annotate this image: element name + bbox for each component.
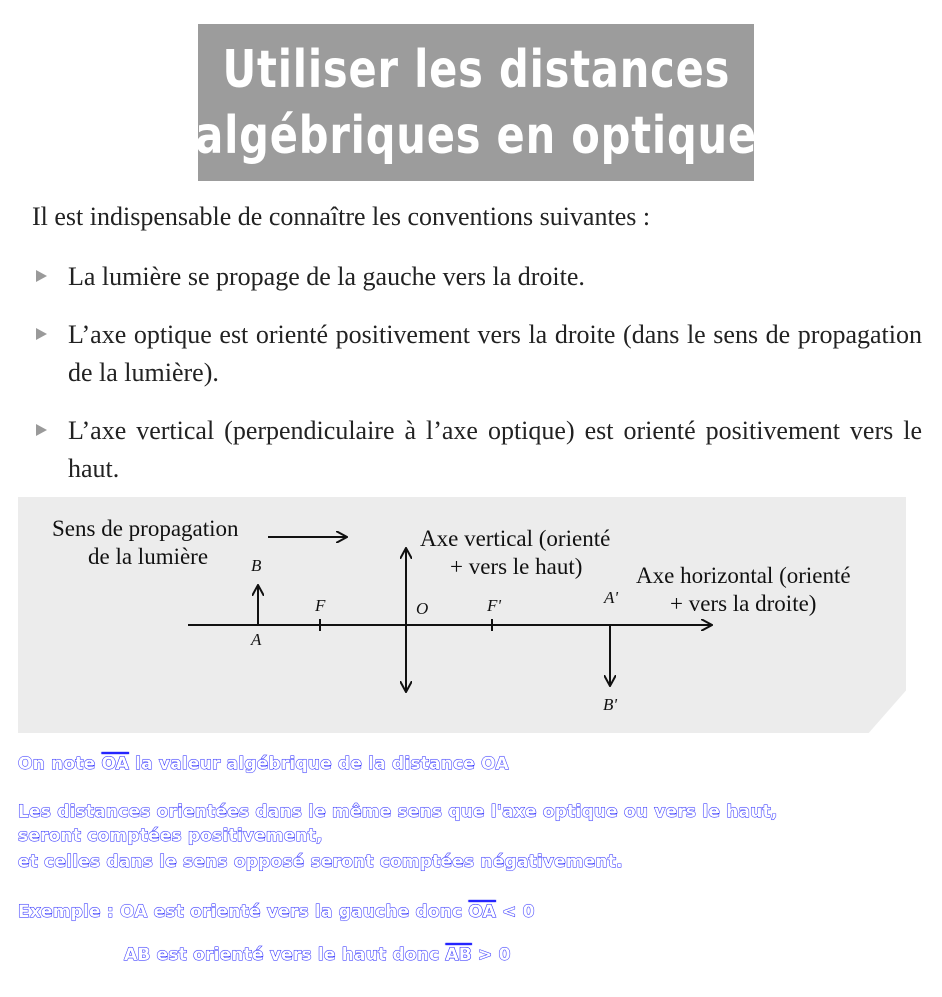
point-label-o: O <box>416 599 429 618</box>
horizontal-axis-label-line-1: Axe horizontal (orienté <box>636 563 851 588</box>
point-label-f-prime: F' <box>487 596 502 615</box>
convention-text: L’axe optique est orienté positivement vers la droite (dans le sens de propagation de la lumière). <box>68 320 922 387</box>
note-negative-line: et celles dans le sens opposé seront comptées négativement. <box>18 852 623 872</box>
point-label-a: A <box>251 630 262 649</box>
vertical-axis-label-line-2: + vers le haut) <box>450 554 583 579</box>
vertical-axis-label-line-1: Axe vertical (orienté <box>420 526 611 551</box>
propagation-label-line-2: de la lumière <box>88 544 209 569</box>
intro-text: Il est indispensable de connaître les conventions suivantes : <box>32 202 651 231</box>
point-label-b: B <box>251 556 262 575</box>
horizontal-axis-label-line-2: + vers la droite) <box>670 591 817 616</box>
point-label-a-prime: A' <box>604 588 619 607</box>
example-oa <box>18 902 535 922</box>
note-positive-line: Les distances orientées dans le même sens que l'axe optique ou vers le haut, <box>18 802 778 822</box>
propagation-label-line-1: Sens de propagation <box>52 516 239 541</box>
convention-text: La lumière se propage de la gauche vers la droite. <box>68 262 585 291</box>
overline-segment: $\overline{OA}$ <box>468 902 496 922</box>
note-text: Exemple : OA est orienté vers la gauche donc <box>18 902 469 922</box>
note-positive-line-2: seront comptées positivement, <box>18 826 323 846</box>
overline-segment: $\overline{OA}$ <box>101 754 129 774</box>
note-text: On note <box>18 754 102 774</box>
point-label-b-prime: B' <box>603 695 618 714</box>
title-line-2: algébriques en optique <box>195 105 757 166</box>
note-text: AB est orienté vers le haut donc <box>124 945 446 965</box>
note-text: la valeur algébrique de la distance OA <box>129 754 509 774</box>
point-label-f: F <box>315 596 326 615</box>
note-algebraic-value <box>18 754 509 774</box>
note-text: < 0 <box>495 902 535 922</box>
note-text: > 0 <box>471 945 511 965</box>
example-ab <box>124 945 511 965</box>
convention-text: L’axe vertical (perpendiculaire à l’axe optique) est orienté positivement vers le haut. <box>68 416 922 483</box>
overline-segment: $\overline{AB}$ <box>445 945 472 965</box>
title-line-1: Utiliser les distances <box>222 39 730 100</box>
